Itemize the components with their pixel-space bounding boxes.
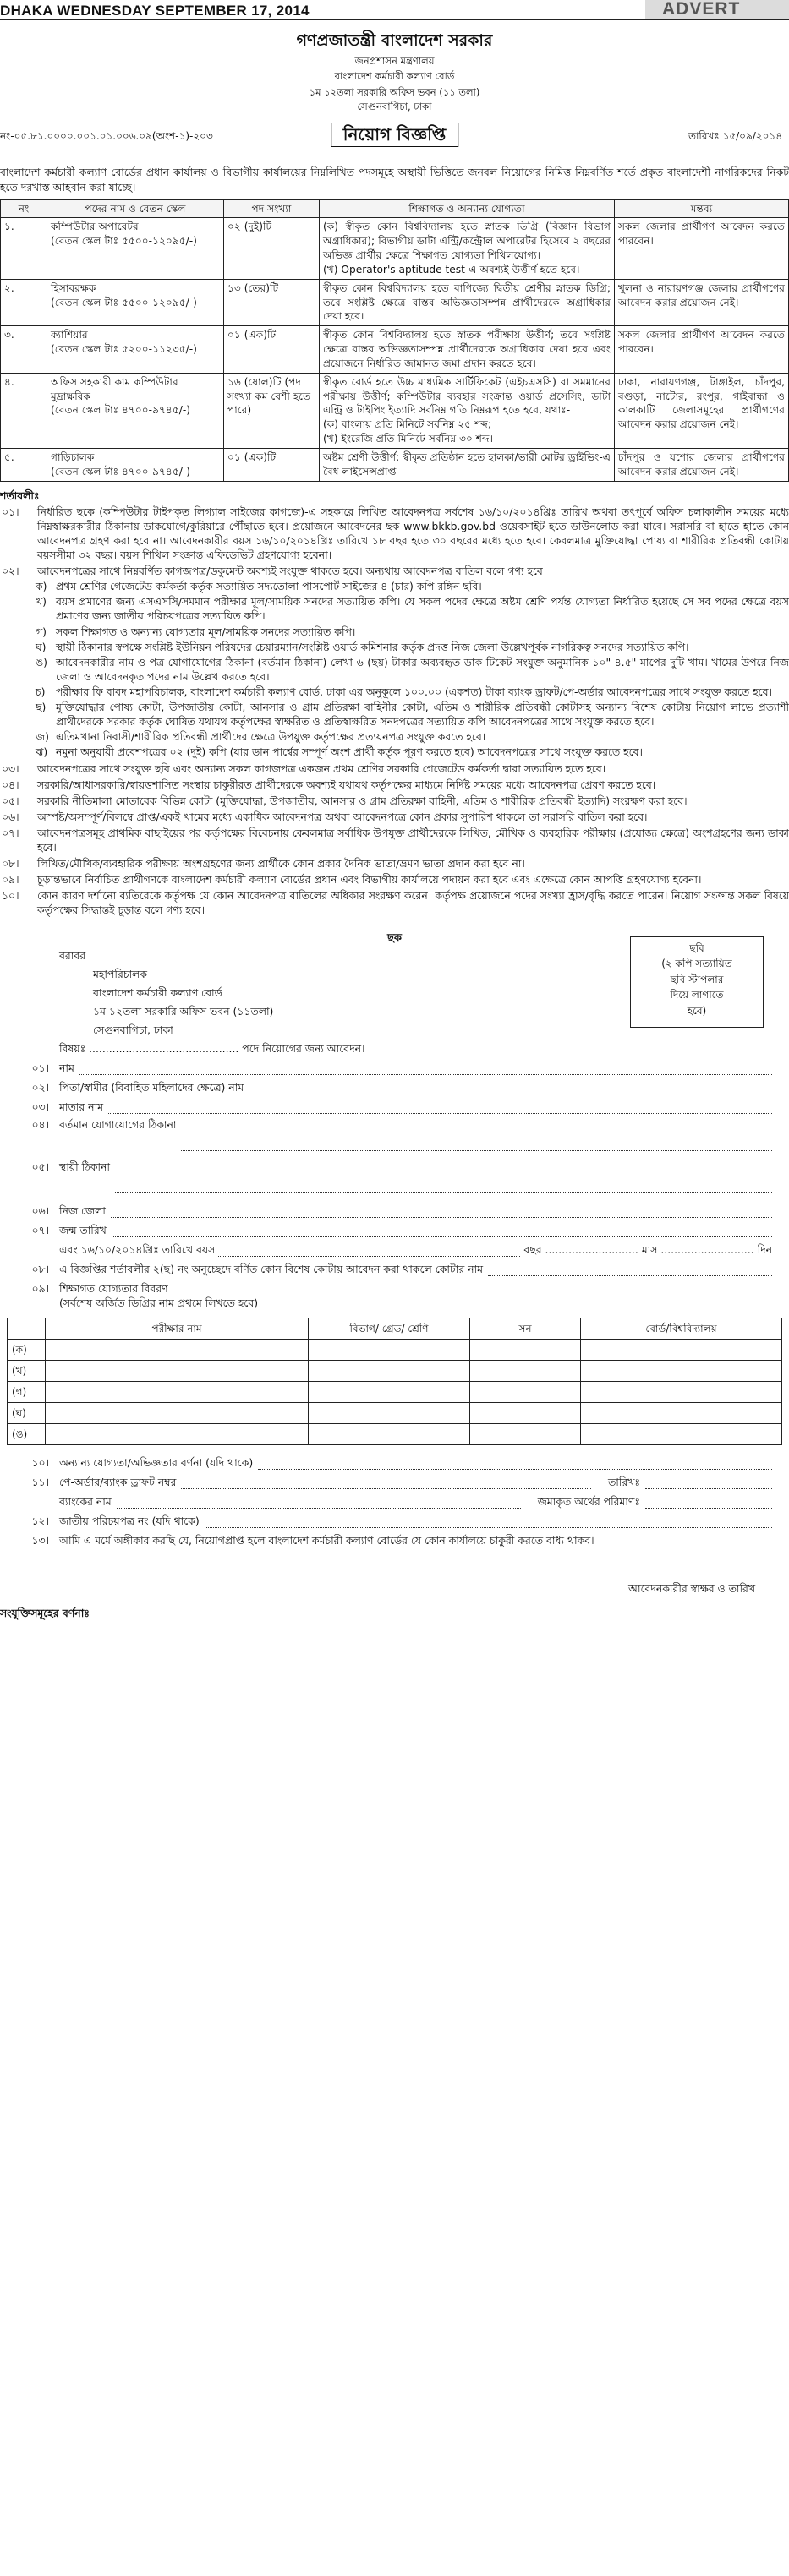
form-title: ছক <box>387 931 402 945</box>
list-item <box>36 625 789 639</box>
condition-item <box>0 888 789 917</box>
sub-label: ছ) <box>36 701 47 714</box>
row-label: (ঙ) <box>8 1424 46 1445</box>
col-exam: পরীক্ষার নাম <box>46 1318 309 1340</box>
sub-text: বয়স প্রমাণের জন্য এসএসসি/সমমান পরীক্ষার মূল/সাময়িক সনদের সত্যায়িত কপি। যে সকল পদের ক্ষেত্রে অষ্টম শ্রেণি পর্যন্ত যোগ্যতা নির্ধারিত হয়েছে সে সব পদের ক্ষেত্রে বয়স প্রমাণের জন্য জাতীয় পরিচয়পত্রের সত্যায়িত কপি। <box>56 595 789 623</box>
sub-text: এতিমখানা নিবাসী/শারীরিক প্রতিবন্ধী প্রার্থীদের ক্ষেত্রে উপযুক্ত কর্তৃপক্ষের প্রত্যয়নপত্র সংযুক্ত করতে হবে। <box>56 730 486 744</box>
condition-item <box>0 810 789 824</box>
sub-label: গ) <box>36 625 47 638</box>
col-remark: মন্তব্য <box>615 199 789 218</box>
row-qualification <box>320 218 615 279</box>
field-number: ০৯। <box>31 1281 49 1295</box>
masthead <box>0 0 789 20</box>
table-row[interactable] <box>8 1340 782 1361</box>
pay-scale: (বেতন স্কেল টাঃ ৪৭০০-৯৭৪৫/-) <box>51 465 190 478</box>
table-row <box>1 218 789 279</box>
field-number: ০৫। <box>31 1160 49 1174</box>
cell[interactable] <box>470 1403 581 1424</box>
condition-text: সরকারি নীতিমালা মোতাবেক বিভিন্ন কোটা (মুক্তিযোদ্ধা, উপজাতীয়, আনসার ও গ্রাম প্রতিরক্ষা বাহিনী, এতিম ও শারীরিক প্রতিবন্ধী ইত্যাদি) সংরক্ষণ করা হবে। <box>37 794 688 807</box>
conditions-list <box>0 505 789 918</box>
condition-item <box>0 872 789 887</box>
condition-number: ০৭। <box>2 826 19 839</box>
cell[interactable] <box>470 1382 581 1403</box>
form-field-mother[interactable] <box>0 1094 789 1114</box>
table-row[interactable] <box>8 1403 782 1424</box>
field-label: পিতা/স্বামীর (বিবাহিত মহিলাদের ক্ষেত্রে) নাম <box>59 1080 244 1094</box>
remark: চাঁদপুর ও যশোর জেলার প্রার্থীগণের আবেদন করার প্রয়োজন নেই। <box>615 448 789 481</box>
ministry-name: জনপ্রশাসন মন্ত্রণালয় <box>354 54 435 67</box>
row-label: (ক) <box>8 1340 46 1361</box>
qualification-text-2: (খ) Operator's aptitude test-এ অবশ্যই উত্তীর্ণ হতে হবে। <box>323 263 580 276</box>
condition-item <box>0 794 789 808</box>
qualification-text: স্বীকৃত কোন বিশ্ববিদ্যালয় হতে বাণিজ্যে দ্বিতীয় শ্রেণীর স্নাতক ডিগ্রি; তবে সংশ্লিষ্ট ক্ষেত্রে বাস্তব অভিজ্ঞতাসম্পন্ন প্রার্থীদেরকে অগ্রাধিকার দেয়া হবে। <box>320 279 615 325</box>
field-number: ১২। <box>31 1514 49 1527</box>
col-post: পদের নাম ও বেতন স্কেল <box>47 199 224 218</box>
pay-scale: (বেতন স্কেল টাঃ ৫৫০০-১২০৯৫/-) <box>51 296 197 308</box>
list-item <box>36 579 789 593</box>
cell[interactable] <box>309 1382 470 1403</box>
address-line: ১ম ১২তলা সরকারি অফিস ভবন (১১তলা) <box>93 1004 274 1018</box>
notice-title: নিয়োগ বিজ্ঞপ্তি <box>331 123 459 147</box>
post-name: হিসাবরক্ষক <box>51 281 96 294</box>
post-name: কম্পিউটার অপারেটর <box>51 221 139 233</box>
sub-text: প্রথম শ্রেণির গেজেটেড কর্মকর্তা কর্তৃক সত্যায়িত সদ্যতোলা পাসপোর্ট সাইজের ৪ (চার) কপি রঙ্গিন ছবি। <box>56 580 482 593</box>
age-units: বছর ............................ মাস ............................ দিন <box>523 1242 772 1256</box>
title-row <box>0 126 789 155</box>
condition-number: ১০। <box>2 889 19 903</box>
condition-text: সরকারি/আধাসরকারি/স্বায়ত্তশাসিত সংস্থায় চাকুরীরত প্রার্থীদেরকে অবশ্যই যথাযথ কর্তৃপক্ষের মাধ্যমে নির্দিষ্ট সময়ের মধ্যে আবেদনপত্র প্রেরণ করতে হবে। <box>37 778 656 791</box>
list-item <box>36 685 789 699</box>
fill-line[interactable] <box>111 1205 772 1218</box>
post-count: ০২ (দুই)টি <box>224 218 320 279</box>
qualification-text: (ক) স্বীকৃত কোন বিশ্ববিদ্যালয় হতে স্নাতক ডিগ্রি (বিজ্ঞান বিভাগ অগ্রাধিকার); বিভাগীয় ডাটা এন্ট্রি/কন্ট্রোল অপারেটর হিসেবে ২ বছরের অভিজ্ঞ প্রার্থীর ক্ষেত্রে শিক্ষাগত যোগ্যতা শিথিলযোগ্য। <box>323 221 611 262</box>
post-count: ০১ (এক)টি <box>224 448 320 481</box>
sub-text: স্থায়ী ঠিকানার স্বপক্ষে সংশ্লিষ্ট ইউনিয়ন পরিষদের চেয়ারম্যান/সংশ্লিষ্ট ওয়ার্ড কমিশনার কর্তৃক প্রদত্ত নিজ জেলা উল্লেখপূর্বক নাগরিকত্ব সনদের সত্যায়িত কপি। <box>56 640 689 653</box>
sub-label: ঙ) <box>36 655 47 669</box>
cell[interactable] <box>581 1403 782 1424</box>
fill-line[interactable] <box>249 1082 772 1094</box>
field-number: ১১। <box>31 1475 49 1488</box>
condition-item <box>0 778 789 792</box>
col-qualification: শিক্ষাগত ও অন্যান্য যোগ্যতা <box>320 199 615 218</box>
post-name: ক্যাশিয়ার <box>51 329 88 341</box>
condition-number: ০৯। <box>2 873 19 887</box>
condition-text: আবেদনপত্রের সাথে নিম্নবর্ণিত কাগজপত্র/ডকুমেন্ট অবশ্যই সংযুক্ত থাকতে হবে। অন্যথায় আবেদনপত্র বাতিল বলে গণ্য হবে। <box>37 565 547 578</box>
cell[interactable] <box>46 1340 309 1361</box>
post-name: অফিস সহকারী কাম কম্পিউটার মুদ্রাক্ষরিক <box>51 375 178 402</box>
table-row <box>1 448 789 481</box>
fill-line[interactable] <box>181 1138 772 1151</box>
condition-text: অস্পষ্ট/অসম্পূর্ণ/বিলম্বে প্রাপ্ত/একই খামের মধ্যে একাধিক আবেদনপত্র অথবা আবেদনপত্রে কোন প্রকার সুপারিশ থাকলে তা সরাসরি বাতিল করা হবে। <box>37 810 648 823</box>
field-number: ০৬। <box>31 1203 49 1217</box>
fill-line[interactable] <box>117 1496 521 1509</box>
pay-scale: (বেতন স্কেল টাঃ ৪৭০০-৯৭৪৫/-) <box>51 404 190 417</box>
list-item <box>36 700 789 729</box>
remark: খুলনা ও নারায়ণগঞ্জ জেলার প্রার্থীগণের আবেদন করার প্রয়োজন নেই। <box>615 279 789 325</box>
row-post <box>47 279 224 325</box>
form-field-dob[interactable] <box>0 1218 789 1237</box>
post-name: গাড়িচালক <box>51 450 95 463</box>
subject-line: বিষয়ঃ ............................................. পদে নিয়োগের জন্য আবেদন। <box>59 1041 365 1055</box>
field-label: ব্যাংকের নাম <box>59 1494 112 1508</box>
address-line: বাংলাদেশ কর্মচারী কল্যাণ বোর্ড <box>93 985 222 999</box>
sub-text: নমুনা অনুযায়ী প্রবেশপত্রের ০২ (দুই) কপি (যার ডান পার্শ্বের সম্পূর্ণ অংশ প্রার্থী কর্তৃক পূরণ করতে হবে) আবেদনপত্রের সাথে সংযুক্ত করতে হবে। <box>56 745 643 759</box>
condition-item <box>0 856 789 870</box>
sub-text: মুক্তিযোদ্ধার পোষ্য কোটা, উপজাতীয় কোটা, আনসার ও গ্রাম প্রতিরক্ষা বাহিনীর কোটা, এতিম ও শারীরিক প্রতিবন্ধী কোটাসহ অন্যান্য বিশেষ কোটায় নিয়োগ লাভে প্রত্যাশী প্রার্থীদেরকে সরকার কর্তৃক ঘোষিত যথাযথ কর্তৃপক্ষের স্বাক্ষরিত ও প্রতিস্বাক্ষরিত সনদপত্রের সত্যায়িত কপি আবেদনপত্রের সাথে সংযুক্ত করতে হবে। <box>56 701 789 729</box>
fill-line[interactable] <box>112 1225 772 1237</box>
table-row <box>1 279 789 325</box>
row-no: ৩. <box>1 326 47 373</box>
field-label: বর্তমান যোগাযোগের ঠিকানা <box>59 1118 177 1132</box>
cell[interactable] <box>470 1424 581 1445</box>
cell[interactable] <box>581 1340 782 1361</box>
field-number: ১৩। <box>31 1533 49 1547</box>
form-field-quota[interactable] <box>0 1257 789 1276</box>
field-label: অন্যান্য যোগ্যতা/অভিজ্ঞতার বর্ণনা (যদি থাকে) <box>59 1455 254 1469</box>
row-no: ২. <box>1 279 47 325</box>
form-field-nid[interactable] <box>0 1509 789 1528</box>
row-label: (গ) <box>8 1382 46 1403</box>
fill-line[interactable] <box>205 1515 772 1528</box>
field-number: ০৮। <box>31 1262 49 1275</box>
condition-number: ০৬। <box>2 810 19 823</box>
education-note: (সর্বশেষ অর্জিত ডিগ্রির নাম প্রথমে লিখতে হবে) <box>59 1296 259 1310</box>
table-row[interactable] <box>8 1424 782 1445</box>
remark: সকল জেলার প্রার্থীগণ আবেদন করতে পারবেন। <box>615 218 789 279</box>
col-year: সন <box>470 1318 581 1340</box>
notice-date: তারিখঃ ১৫/০৯/২০১৪ <box>688 130 782 143</box>
field-number: ০২। <box>31 1080 49 1094</box>
advert-label: ADVERT <box>645 0 789 19</box>
photo-box-line: (২ কপি সত্যায়িত <box>661 958 732 970</box>
education-table-header <box>8 1318 782 1340</box>
row-no: ১. <box>1 218 47 279</box>
board-name: বাংলাদেশ কর্মচারী কল্যাণ বোর্ড <box>334 70 455 83</box>
sub-label: খ) <box>36 595 47 609</box>
row-no: ৪. <box>1 373 47 448</box>
photo-box-line: দিয়ে লাগাতে <box>670 989 724 1001</box>
row-post <box>47 218 224 279</box>
govt-name: গণপ্রজাতন্ত্রী বাংলাদেশ সরকার <box>296 31 493 50</box>
signature-label: আবেদনকারীর স্বাক্ষর ও তারিখ <box>628 1582 755 1596</box>
sub-text: আবেদনকারীর নাম ও পত্র যোগাযোগের ঠিকানা (বর্তমান ঠিকানা) লেখা ৬ (ছয়) টাকার অব্যবহৃত ডাক টিকেট সংযুক্ত অনুমানিক ১০"-৪.৫" মাপের দুটি খাম। খামের উপরে নিজ জেলা ও আবেদনকৃত পদের নাম উল্লেখ করতে হবে। <box>56 655 789 683</box>
conditions-title: শর্তাবলীঃ <box>0 488 40 502</box>
field-label: শিক্ষাগত যোগ্যতার বিবরণ <box>59 1281 168 1295</box>
cell[interactable] <box>581 1361 782 1382</box>
fill-line[interactable] <box>79 1062 772 1075</box>
notice-header <box>0 29 789 101</box>
row-label: (খ) <box>8 1361 46 1382</box>
condition-number: ০৩। <box>2 761 19 775</box>
cell[interactable] <box>309 1361 470 1382</box>
photo-box-line: হবে) <box>687 1004 707 1017</box>
form-field-permanent-address[interactable] <box>0 1156 789 1198</box>
jobs-table-header <box>1 199 789 218</box>
list-item <box>36 745 789 759</box>
age-label: এবং ১৬/১০/২০১৪খ্রিঃ তারিখে বয়স <box>59 1242 216 1256</box>
field-label-date: তারিখঃ <box>608 1475 640 1488</box>
col-no: নং <box>1 199 47 218</box>
fill-line[interactable] <box>108 1101 772 1114</box>
qualification-text: স্বীকৃত কোন বিশ্ববিদ্যালয় হতে স্নাতক পরীক্ষায় উত্তীর্ণ; তবে সংশ্লিষ্ট ক্ষেত্রে বাস্তব অভিজ্ঞতাসম্পন্ন প্রার্থীদেরকে অগ্রাধিকার দেয়া হবে এবং প্রয়োজনে নির্ধারিত জামানত জমা প্রদান করতে হবে। <box>320 326 615 373</box>
reference-number: নং-০৫.৮১.০০০০.০০১.০১.০০৬.০৯(অংশ-১)-২০৩ <box>0 130 213 143</box>
field-label-amount: জমাকৃত অর্থের পরিমাণঃ <box>537 1494 640 1508</box>
attachments-title: সংযুক্তিসমূহের বর্ণনাঃ <box>0 1607 90 1620</box>
field-number: ০১। <box>31 1061 49 1074</box>
fill-line[interactable] <box>218 1244 520 1257</box>
address-to: বরাবর <box>59 948 86 962</box>
row-no: ৫. <box>1 448 47 481</box>
table-row[interactable] <box>8 1361 782 1382</box>
condition-item <box>0 826 789 854</box>
location: সেগুনবাগিচা, ঢাকা <box>357 101 432 113</box>
condition-item <box>0 564 789 578</box>
field-number: ১০। <box>31 1455 49 1469</box>
qualification-text: অষ্টম শ্রেণী উত্তীর্ণ; স্বীকৃত প্রতিষ্ঠান হতে হালকা/ভারী মোটর ড্রাইভিং-এ বৈধ লাইসেন্সপ্রাপ্ত <box>320 448 615 481</box>
table-row <box>1 326 789 373</box>
list-item <box>36 655 789 684</box>
sub-label: জ) <box>36 730 49 744</box>
address-line: সেগুনবাগিচা, ঢাকা <box>93 1023 173 1036</box>
sub-label: ঝ) <box>36 745 48 759</box>
col-board: বোর্ড/বিশ্ববিদ্যালয় <box>581 1318 782 1340</box>
fill-line[interactable] <box>645 1496 772 1509</box>
qualification-text-3: (খ) ইংরেজি প্রতি মিনিটে সর্বনিম্ন ৩০ শব্দ। <box>323 433 493 445</box>
cell[interactable] <box>46 1403 309 1424</box>
form-field-father[interactable] <box>0 1075 789 1094</box>
pay-scale: (বেতন স্কেল টাঃ ৫৫০০-১২০৯৫/-) <box>51 235 197 248</box>
condition-item <box>0 505 789 562</box>
sub-text: পরীক্ষার ফি বাবদ মহাপরিচালক, বাংলাদেশ কর্মচারী কল্যাণ বোর্ড, ঢাকা এর অনুকূলে ১০০.০০ (একশত) টাকা ব্যাংক ড্রাফট/পে-অর্ডার আবেদনপত্রের সাথে সংযুক্ত করতে হবে। <box>56 685 772 698</box>
field-label: মাতার নাম <box>59 1100 103 1113</box>
fill-line[interactable] <box>488 1263 772 1276</box>
condition-number: ০১। <box>2 505 19 518</box>
condition-number: ০৫। <box>2 794 19 807</box>
row-qualification <box>320 373 615 448</box>
reference-row <box>0 102 789 124</box>
condition-text: লিখিত/মৌখিক/ব্যবহারিক পরীক্ষায় অংশগ্রহণের জন্য প্রার্থীকে কোন প্রকার দৈনিক ভাতা/ভ্রমণ ভাতা প্রদান করা হবে না। <box>37 857 525 870</box>
form-field-present-address[interactable] <box>0 1114 789 1156</box>
fill-line[interactable] <box>258 1457 772 1470</box>
education-table <box>7 1318 782 1445</box>
field-number: ০৩। <box>31 1100 49 1113</box>
form-field-name[interactable] <box>0 1056 789 1075</box>
photo-box-line: ছবি স্টাপলার <box>670 973 724 985</box>
cell[interactable] <box>46 1361 309 1382</box>
remark: ঢাকা, নারায়ণগঞ্জ, টাঙ্গাইল, চাঁদপুর, বগুড়া, নাটোর, রংপুর, গাইবান্ধা ও কালকাটি জেলাসমূহের প্রার্থীগণের আবেদন করার প্রয়োজন নেই। <box>615 373 789 448</box>
cell[interactable] <box>470 1361 581 1382</box>
row-label: (ঘ) <box>8 1403 46 1424</box>
photo-box-line: ছবি <box>689 941 704 954</box>
row-post <box>47 373 224 448</box>
condition-text: চূড়ান্তভাবে নির্বাচিত প্রার্থীগণকে বাংলাদেশ কর্মচারী কল্যাণ বোর্ডের প্রধান এবং বিভাগীয় কার্যালয়ে পদায়ন করা হবে এবং এক্ষেত্রে কোন আপত্তি গ্রহণযোগ্য হবেনা। <box>37 873 702 887</box>
list-item <box>36 640 789 654</box>
fill-line[interactable] <box>645 1476 772 1489</box>
table-row <box>1 373 789 448</box>
cell[interactable] <box>309 1340 470 1361</box>
building-name: ১ম ১২তলা সরকারি অফিস ভবন (১১ তলা) <box>309 86 480 99</box>
field-label: এ বিজ্ঞপ্তির শর্তাবলীর ২(ছ) নং অনুচ্ছেদে বর্ণিত কোন বিশেষ কোটায় আবেদন করা থাকলে কোটার নাম <box>59 1262 483 1275</box>
cell[interactable] <box>581 1424 782 1445</box>
cell[interactable] <box>309 1424 470 1445</box>
sub-label: চ) <box>36 685 46 698</box>
application-form <box>0 931 789 1621</box>
condition-number: ০২। <box>2 565 19 578</box>
post-count: ১৬ (ষোল)টি (পদ সংখ্যা কম বেশী হতে পারে) <box>224 373 320 448</box>
form-field-payorder[interactable] <box>0 1470 789 1489</box>
field-number: ০৭। <box>31 1223 49 1236</box>
sub-text: সকল শিক্ষাগত ও অন্যান্য যোগ্যতার মূল/সাময়িক সনদের সত্যায়িত কপি। <box>56 625 356 638</box>
photo-box <box>630 936 764 1028</box>
condition-number: ০৮। <box>2 857 19 870</box>
qualification-text-2: (ক) বাংলায় প্রতি মিনিটে সর্বনিম্ন ২৫ শব্দ; <box>323 418 491 431</box>
field-label: নিজ জেলা <box>59 1203 106 1217</box>
condition-text: আবেদনপত্রের সাথে সংযুক্ত ছবি এবং অন্যান্য সকল কাগজপত্র একজন প্রথম শ্রেণির সরকারি গেজেটেড কর্মকর্তা দ্বারা সত্যায়িত হতে হবে। <box>37 761 606 775</box>
sub-label: ক) <box>36 580 47 593</box>
document-requirements <box>36 579 789 759</box>
pay-scale: (বেতন স্কেল টাঃ ৫২০০-১১২৩৫/-) <box>51 343 197 356</box>
field-label: স্থায়ী ঠিকানা <box>59 1160 110 1174</box>
field-label: জাতীয় পরিচয়পত্র নং (যদি থাকে) <box>59 1514 200 1527</box>
masthead-date: DHAKA WEDNESDAY SEPTEMBER 17, 2014 <box>0 3 310 19</box>
field-label: পে-অর্ডার/ব্যাংক ড্রাফট নম্বর <box>59 1475 177 1488</box>
col-count: পদ সংখ্যা <box>224 199 320 218</box>
condition-text: কোন কারণ দর্শানো ব্যতিরেকে কর্তৃপক্ষ যে কোন আবেদনপত্র বাতিলের অধিকার সংরক্ষণ করেন। কর্তৃপক্ষ প্রয়োজনে পদের সংখ্যা হ্রাস/বৃদ্ধি করতে পারেন। নিয়োগ সংক্রান্ত সকল বিষয়ে কর্তৃপক্ষের সিদ্ধান্তই চূড়ান্ত বলে গণ্য হবে। <box>37 889 789 917</box>
cell[interactable] <box>581 1382 782 1403</box>
form-field-education <box>0 1276 789 1296</box>
field-label: নাম <box>59 1061 74 1074</box>
address-line: মহাপরিচালক <box>93 967 147 980</box>
post-count: ০১ (এক)টি <box>224 326 320 373</box>
condition-item <box>0 761 789 776</box>
table-row[interactable] <box>8 1382 782 1403</box>
form-field-district[interactable] <box>0 1198 789 1218</box>
sub-label: ঘ) <box>36 640 47 653</box>
list-item <box>36 729 789 744</box>
fill-line[interactable] <box>115 1181 772 1193</box>
list-item <box>36 594 789 623</box>
remark: সকল জেলার প্রার্থীগণ আবেদন করতে পারবেন। <box>615 326 789 373</box>
col-division: বিভাগ/ গ্রেড/ শ্রেণি <box>309 1318 470 1340</box>
cell[interactable] <box>470 1340 581 1361</box>
cell[interactable] <box>46 1424 309 1445</box>
field-number: ০৪। <box>31 1118 49 1132</box>
jobs-table <box>0 199 789 482</box>
form-field-bank[interactable] <box>0 1489 789 1509</box>
intro-paragraph: বাংলাদেশ কর্মচারী কল্যাণ বোর্ডের প্রধান কার্যালয় ও বিভাগীয় কার্যালয়ের নিম্নলিখিত পদসমূহে অস্থায়ী ভিত্তিতে জনবল নিয়োগের নিমিত্ত নিম্নবর্ণিত শর্তে প্রকৃত বাংলাদেশী নাগরিকদের নিকট হতে দরখাস্ত আহবান করা যাচ্ছে। <box>0 166 789 194</box>
col-serial <box>8 1318 46 1340</box>
form-field-declaration <box>0 1528 789 1547</box>
form-field-other-qualification[interactable] <box>0 1450 789 1470</box>
cell[interactable] <box>46 1382 309 1403</box>
post-count: ১৩ (তের)টি <box>224 279 320 325</box>
form-field-age[interactable] <box>59 1237 789 1257</box>
field-label: জন্ম তারিখ <box>59 1223 107 1236</box>
condition-text: আবেদনপত্রসমূহ প্রাথমিক বাছাইয়ের পর কর্তৃপক্ষের বিবেচনায় কেবলমাত্র সর্বাধিক উপযুক্ত প্রার্থীদেরকে লিখিত, মৌখিক ও ব্যবহারিক পরীক্ষায় (প্রযোজ্য ক্ষেত্রে) অংশগ্রহণের জন্য ডাকা হবে। <box>37 826 789 854</box>
condition-text: নির্ধারিত ছকে (কম্পিউটার টাইপকৃত লিগ্যাল সাইজের কাগজে)-এ সহকারে লিখিত আবেদনপত্র সর্বশেষ ১৬/১০/২০১৪খ্রিঃ তারিখ অথবা তৎপূর্বে অফিস চলাকালীন সময়ের মধ্যে নিম্নস্বাক্ষরকারীর ঠিকানায় ডাকযোগে/কুরিয়ারে পৌঁছাতে হবে। প্রয়োজনে আবেদনের ছক www.bkkb.gov.bd ওয়েবসাইট হতে ডাউনলোড করা যাবে। সরাসরি বা হাতে হাতে কোন আবেদনপত্র গ্রহণ করা হবে না। আবেদনকারীর বয়স ১৬/১০/২০১৪খ্রিঃ তারিখে ১৮ বছর হতে ৩০ বছরের মধ্যে হতে হবে। কেবলমাত্র মুক্তিযোদ্ধা পোষ্য বা শারীরিক প্রতিবন্ধী কোটায় বয়সসীমা ৩২ বছর। বয়স শিথিল সংক্রান্ত এফিডেভিট গ্রহণযোগ্য হবেনা। <box>37 505 789 561</box>
cell[interactable] <box>309 1403 470 1424</box>
row-post <box>47 448 224 481</box>
field-label: আমি এ মর্মে অঙ্গীকার করছি যে, নিয়োগপ্রাপ্ত হলে বাংলাদেশ কর্মচারী কল্যাণ বোর্ডের যে কোন কার্যালয়ে চাকুরী করতে বাধ্য থাকব। <box>59 1533 594 1547</box>
condition-number: ০৪। <box>2 778 19 791</box>
qualification-text: স্বীকৃত বোর্ড হতে উচ্চ মাধ্যমিক সার্টিফিকেট (এইচএসসি) বা সমমানের পরীক্ষায় উত্তীর্ণ; কম্পিউটার ব্যবহার সংক্রান্ত ওয়ার্ড প্রসেসিং, ডাটা এন্ট্রি ও টাইপিং ইত্যাদি সর্বনিম্ন গতি নিম্নরূপ হতে হবে, যথাঃ- <box>323 375 611 417</box>
row-post <box>47 326 224 373</box>
fill-line[interactable] <box>181 1476 591 1489</box>
